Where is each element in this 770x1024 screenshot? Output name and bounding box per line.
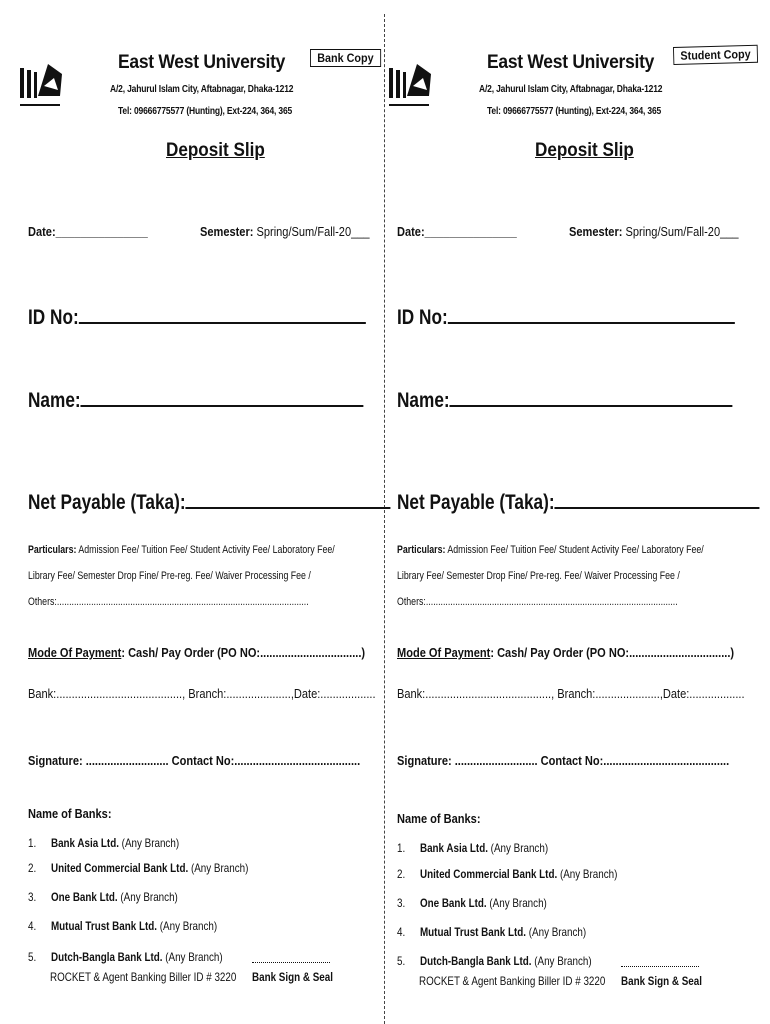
net-payable-label: Net Payable (Taka): xyxy=(28,491,186,514)
id-underline xyxy=(448,321,735,324)
student-copy-slip xyxy=(383,0,753,1024)
banks-heading: Name of Banks: xyxy=(397,811,481,826)
slip-title: Deposit Slip xyxy=(166,140,265,161)
university-tel: Tel: 09666775577 (Hunting), Ext-224, 364, 365 xyxy=(118,106,293,117)
copy-label: Bank Copy xyxy=(310,49,381,67)
bank-copy-slip xyxy=(14,0,384,1024)
semester-field[interactable] xyxy=(569,224,739,239)
bank-list-item xyxy=(397,925,586,939)
particulars-text-1: Admission Fee/ Tuition Fee/ Student Activity Fee/ Laboratory Fee/ xyxy=(445,544,704,556)
particulars-line-2: Library Fee/ Semester Drop Fine/ Pre-reg. Fee/ Waiver Processing Fee / xyxy=(28,570,311,582)
bank-branch: (Any Branch) xyxy=(118,836,180,850)
university-name: East West University xyxy=(487,52,655,73)
bank-number: 1. xyxy=(397,841,406,855)
net-payable-label: Net Payable (Taka): xyxy=(397,491,555,514)
name-label: Name: xyxy=(28,389,81,412)
mode-label: Mode Of Payment xyxy=(397,645,491,660)
bank-number: 3. xyxy=(397,896,406,910)
name-label: Name: xyxy=(397,389,450,412)
mode-of-payment[interactable] xyxy=(28,645,365,660)
particulars-label: Particulars: xyxy=(28,544,77,556)
bank-list-item xyxy=(397,841,548,855)
bank-branch: (Any Branch) xyxy=(117,890,178,904)
semester-value: Spring/Sum/Fall-20___ xyxy=(622,224,739,239)
bank-list-item xyxy=(28,836,179,850)
bank-branch: (Any Branch) xyxy=(531,954,592,968)
bank-list-item xyxy=(28,950,223,964)
bank-number: 4. xyxy=(397,925,406,939)
net-payable-field[interactable] xyxy=(397,491,760,515)
bank-list-item xyxy=(28,919,217,933)
signature-contact-line[interactable]: Signature: ........................... Contact No:......................................... xyxy=(397,753,730,768)
id-field[interactable] xyxy=(397,306,735,330)
bank-name: One Bank Ltd. xyxy=(419,896,487,910)
slip-title: Deposit Slip xyxy=(535,140,634,161)
bank-branch: (Any Branch) xyxy=(557,867,618,881)
bank-branch-date-line[interactable]: Bank:........................................., Branch:.....................,Date:.................. xyxy=(397,686,745,701)
particulars-label: Particulars: xyxy=(397,544,446,556)
mode-of-payment[interactable] xyxy=(397,645,734,660)
particulars-line-2: Library Fee/ Semester Drop Fine/ Pre-reg. Fee/ Waiver Processing Fee / xyxy=(397,570,680,582)
bank-branch: (Any Branch) xyxy=(526,925,587,939)
particulars-text-1: Admission Fee/ Tuition Fee/ Student Activity Fee/ Laboratory Fee/ xyxy=(76,544,335,556)
id-label: ID No: xyxy=(397,306,448,329)
bank-name: One Bank Ltd. xyxy=(50,890,118,904)
semester-value: Spring/Sum/Fall-20___ xyxy=(253,224,370,239)
name-field[interactable] xyxy=(397,389,733,413)
rocket-biller-id: ROCKET & Agent Banking Biller ID # 3220 xyxy=(50,970,237,984)
bank-branch: (Any Branch) xyxy=(157,919,218,933)
particulars-line-1 xyxy=(28,544,335,556)
bank-name: Dutch-Bangla Bank Ltd. xyxy=(50,950,163,964)
bank-branch-date-line[interactable]: Bank:........................................., Branch:.....................,Date:.................. xyxy=(28,686,376,701)
semester-label: Semester: xyxy=(200,224,254,239)
date-field[interactable]: Date:_______________ xyxy=(397,224,517,239)
bank-list-item xyxy=(28,861,248,875)
banks-heading: Name of Banks: xyxy=(28,806,112,821)
bank-name: Mutual Trust Bank Ltd. xyxy=(50,919,158,933)
bank-number: 3. xyxy=(28,890,37,904)
university-logo-icon xyxy=(18,56,66,112)
id-label: ID No: xyxy=(28,306,79,329)
date-field[interactable]: Date:_______________ xyxy=(28,224,148,239)
net-payable-underline xyxy=(555,506,760,509)
id-underline xyxy=(79,321,366,324)
bank-name: Mutual Trust Bank Ltd. xyxy=(419,925,527,939)
university-address: A/2, Jahurul Islam City, Aftabnagar, Dhaka-1212 xyxy=(110,84,294,95)
bank-branch: (Any Branch) xyxy=(162,950,223,964)
name-field[interactable] xyxy=(28,389,364,413)
id-field[interactable] xyxy=(28,306,366,330)
bank-name: Bank Asia Ltd. xyxy=(419,841,488,855)
bank-name: Bank Asia Ltd. xyxy=(50,836,119,850)
bank-list-item xyxy=(397,867,617,881)
bank-sign-line xyxy=(621,965,699,967)
university-tel: Tel: 09666775577 (Hunting), Ext-224, 364, 365 xyxy=(487,106,662,117)
signature-contact-line[interactable]: Signature: ........................... Contact No:......................................... xyxy=(28,753,361,768)
bank-number: 1. xyxy=(28,836,37,850)
bank-name: United Commercial Bank Ltd. xyxy=(50,861,189,875)
university-address: A/2, Jahurul Islam City, Aftabnagar, Dhaka-1212 xyxy=(479,84,663,95)
bank-number: 4. xyxy=(28,919,37,933)
name-underline xyxy=(81,404,364,407)
bank-branch: (Any Branch) xyxy=(487,841,549,855)
particulars-others[interactable]: Others:....................................................................................................... xyxy=(28,596,309,608)
net-payable-field[interactable] xyxy=(28,491,391,515)
rocket-biller-id: ROCKET & Agent Banking Biller ID # 3220 xyxy=(419,974,606,988)
bank-number: 5. xyxy=(28,950,37,964)
bank-number: 5. xyxy=(397,954,406,968)
bank-sign-seal-label: Bank Sign & Seal xyxy=(621,974,702,988)
bank-branch: (Any Branch) xyxy=(486,896,547,910)
net-payable-underline xyxy=(186,506,391,509)
bank-number: 2. xyxy=(28,861,37,875)
mode-value: : Cash/ Pay Order (PO NO:.................................) xyxy=(121,645,366,660)
bank-number: 2. xyxy=(397,867,406,881)
name-underline xyxy=(450,404,733,407)
bank-name: United Commercial Bank Ltd. xyxy=(419,867,558,881)
bank-sign-seal-label: Bank Sign & Seal xyxy=(252,970,333,984)
bank-list-item xyxy=(397,896,547,910)
bank-sign-line xyxy=(252,961,330,963)
university-name: East West University xyxy=(118,52,286,73)
university-logo-icon xyxy=(387,56,435,112)
bank-list-item xyxy=(397,954,592,968)
particulars-line-1 xyxy=(397,544,704,556)
semester-field[interactable] xyxy=(200,224,370,239)
bank-name: Dutch-Bangla Bank Ltd. xyxy=(419,954,532,968)
mode-label: Mode Of Payment xyxy=(28,645,122,660)
bank-list-item xyxy=(28,890,178,904)
semester-label: Semester: xyxy=(569,224,623,239)
bank-branch: (Any Branch) xyxy=(188,861,249,875)
mode-value: : Cash/ Pay Order (PO NO:.................................) xyxy=(490,645,735,660)
copy-label: Student Copy xyxy=(673,45,758,65)
particulars-others[interactable]: Others:....................................................................................................... xyxy=(397,596,678,608)
